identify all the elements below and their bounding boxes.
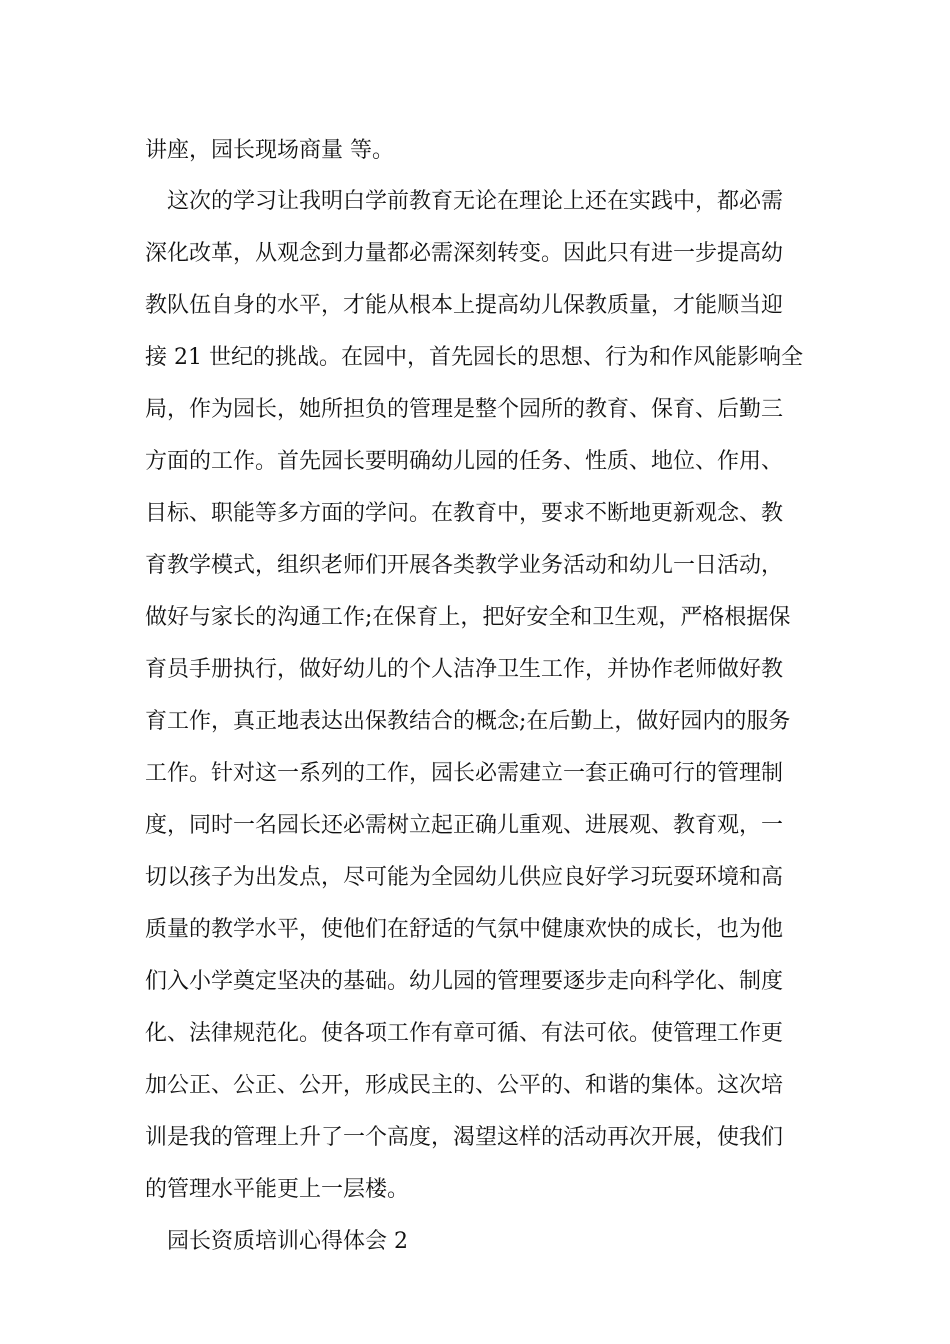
paragraph-line: 的管理水平能更上一层楼。 <box>145 1177 410 1202</box>
section-heading: 园长资质培训心得体会 2 <box>167 1229 408 1254</box>
paragraph-line: 做好与家长的沟通工作;在保育上，把好安全和卫生观，严格根据保 <box>145 605 791 630</box>
paragraph-line: 育员手册执行，做好幼儿的个人洁净卫生工作，并协作老师做好教 <box>145 657 784 682</box>
paragraph-line: 局，作为园长，她所担负的管理是整个园所的教育、保育、后勤三 <box>145 397 784 422</box>
paragraph-line: 质量的教学水平，使他们在舒适的气氛中健康欢快的成长，也为他 <box>145 917 784 942</box>
paragraph-line: 教队伍自身的水平，才能从根本上提高幼儿保教质量，才能顺当迎 <box>145 293 784 318</box>
paragraph-line: 工作。针对这一系列的工作，园长必需建立一套正确可行的管理制 <box>145 761 784 786</box>
paragraph-line: 方面的工作。首先园长要明确幼儿园的任务、性质、地位、作用、 <box>145 449 784 474</box>
lead-line: 讲座，园长现场商量 等。 <box>145 138 394 163</box>
paragraph-line: 加公正、公正、公开，形成民主的、公平的、和谐的集体。这次培 <box>145 1073 784 1098</box>
paragraph-line: 目标、职能等多方面的学问。在教育中，要求不断地更新观念、教 <box>145 501 784 526</box>
paragraph-line: 训是我的管理上升了一个高度，渴望这样的活动再次开展，使我们 <box>145 1125 784 1150</box>
paragraph-line: 们入小学奠定坚决的基础。幼儿园的管理要逐步走向科学化、制度 <box>145 969 784 994</box>
paragraph-line: 化、法律规范化。使各项工作有章可循、有法可依。使管理工作更 <box>145 1021 784 1046</box>
main-paragraph <box>145 182 810 1210</box>
paragraph-line: 切以孩子为出发点，尽可能为全园幼儿供应良好学习玩耍环境和高 <box>145 865 784 890</box>
paragraph-line: 深化改革，从观念到力量都必需深刻转变。因此只有进一步提高幼 <box>145 241 784 266</box>
paragraph-line: 这次的学习让我明白学前教育无论在理论上还在实践中，都必需 <box>167 189 784 214</box>
paragraph-line: 育工作，真正地表达出保教结合的概念;在后勤上，做好园内的服务 <box>145 709 791 734</box>
paragraph-line: 育教学模式，组织老师们开展各类教学业务活动和幼儿一日活动， <box>145 553 784 578</box>
paragraph-line: 度，同时一名园长还必需树立起正确儿重观、进展观、教育观，一 <box>145 813 784 838</box>
paragraph-line: 接 21 世纪的挑战。在园中，首先园长的思想、行为和作风能影响全 <box>145 345 803 370</box>
document-body <box>145 131 810 1262</box>
